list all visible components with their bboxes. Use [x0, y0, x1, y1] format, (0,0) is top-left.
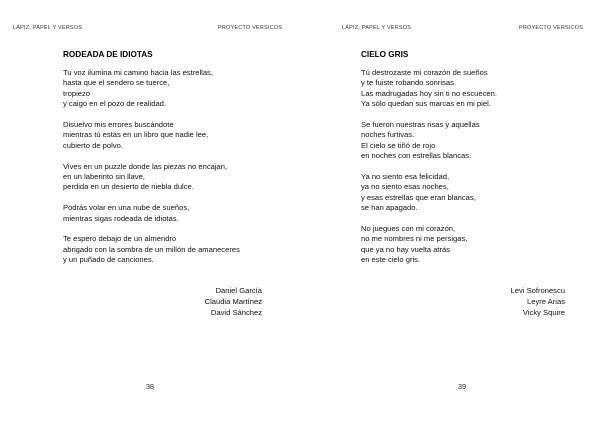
poem-line: mientras sigas rodeada de idiotas. — [63, 213, 179, 223]
poem-line: Tu voz ilumina mi camino hacia las estrellas, — [63, 68, 213, 77]
poem-line: Ya no siento esa felicidad, — [361, 172, 450, 182]
poem-line: en noches con estrellas blancas. — [361, 151, 472, 161]
author-name: Levi Sofronescu — [510, 286, 565, 295]
stanza — [361, 68, 497, 110]
right-page — [300, 0, 600, 425]
page-number: 38 — [146, 382, 154, 391]
poem-line: en este cielo gris. — [361, 255, 421, 265]
running-header-right: PROYECTO VERSICOS — [519, 25, 584, 31]
poem-line: hasta que el sendero se tuerce, — [63, 78, 170, 88]
author-name: Daniel García — [215, 286, 262, 295]
poem-line: Disuelvo mis errores buscándote — [63, 120, 174, 130]
poem-line: mientras tú estás en un libro que nadie lee, — [63, 130, 209, 140]
author-name: Vicky Squire — [522, 308, 565, 317]
poem-line: y te fuiste robando sonrisas. — [361, 78, 456, 88]
poem-line: no me nombres ni me persigas, — [361, 234, 468, 244]
author-credits — [205, 285, 262, 318]
poem-line: Tú destrozaste mi corazón de sueños — [361, 68, 488, 77]
stanza — [361, 172, 497, 214]
poem-title: CIELO GRIS — [361, 50, 409, 59]
poem-title: RODEADA DE IDIOTAS — [63, 50, 153, 59]
stanza — [361, 120, 497, 162]
poem-line: y caigo en el pozo de realidad. — [63, 99, 167, 109]
poem-line: No juegues con mi corazón, — [361, 224, 456, 234]
poem-line: Vives en un puzzle donde las piezas no encajan, — [63, 161, 228, 171]
stanza — [63, 234, 240, 265]
poem-line: que ya no hay vuelta atrás — [361, 244, 451, 254]
poem-line: El cielo se tiñó de rojo — [361, 140, 436, 150]
poem-line: perdida en un desierto de niebla dulce. — [63, 182, 194, 192]
poem-line: Las madrugadas hoy sin ti no escuecen. — [361, 88, 497, 98]
author-credits — [511, 285, 565, 318]
stanza — [63, 162, 240, 193]
poem-line: noches furtivas. — [361, 130, 415, 140]
poem-line: y un puñado de canciones. — [63, 255, 154, 265]
poem-line: Te espero debajo de un almendro — [63, 234, 177, 244]
author-name: Leyre Arias — [527, 297, 565, 306]
author-name: Claudia Martínez — [204, 297, 262, 306]
poem-body — [63, 68, 240, 276]
poem-line: en un laberinto sin llave, — [63, 172, 145, 182]
page-number: 39 — [458, 382, 466, 391]
stanza — [63, 203, 240, 224]
running-header-left: LÁPIZ, PAPEL Y VERSOS — [342, 25, 412, 31]
running-header-right: PROYECTO VERSICOS — [218, 25, 283, 31]
stanza — [63, 120, 240, 151]
poem-line: Se fueron nuestras risas y aquellas — [361, 120, 480, 130]
stanza — [361, 224, 497, 266]
poem-body — [361, 68, 497, 276]
running-header-left: LÁPIZ, PAPEL Y VERSOS — [13, 25, 83, 31]
poem-line: se han apagado. — [361, 203, 418, 213]
poem-line: Ya sólo quedan sus marcas en mi piel. — [361, 99, 491, 109]
poem-line: ya no siento esas noches, — [361, 182, 449, 192]
poem-line: Podrás volar en una nube de sueños, — [63, 203, 190, 213]
poem-line: tropiezo — [63, 88, 91, 98]
stanza — [63, 68, 240, 110]
poem-line: cubierto de polvo. — [63, 140, 123, 150]
author-name: David Sánchez — [210, 308, 262, 317]
poem-line: y esas estrellas que eran blancas, — [361, 192, 476, 202]
poem-line: abrigado con la sombra de un millón de amaneceres — [63, 244, 240, 254]
